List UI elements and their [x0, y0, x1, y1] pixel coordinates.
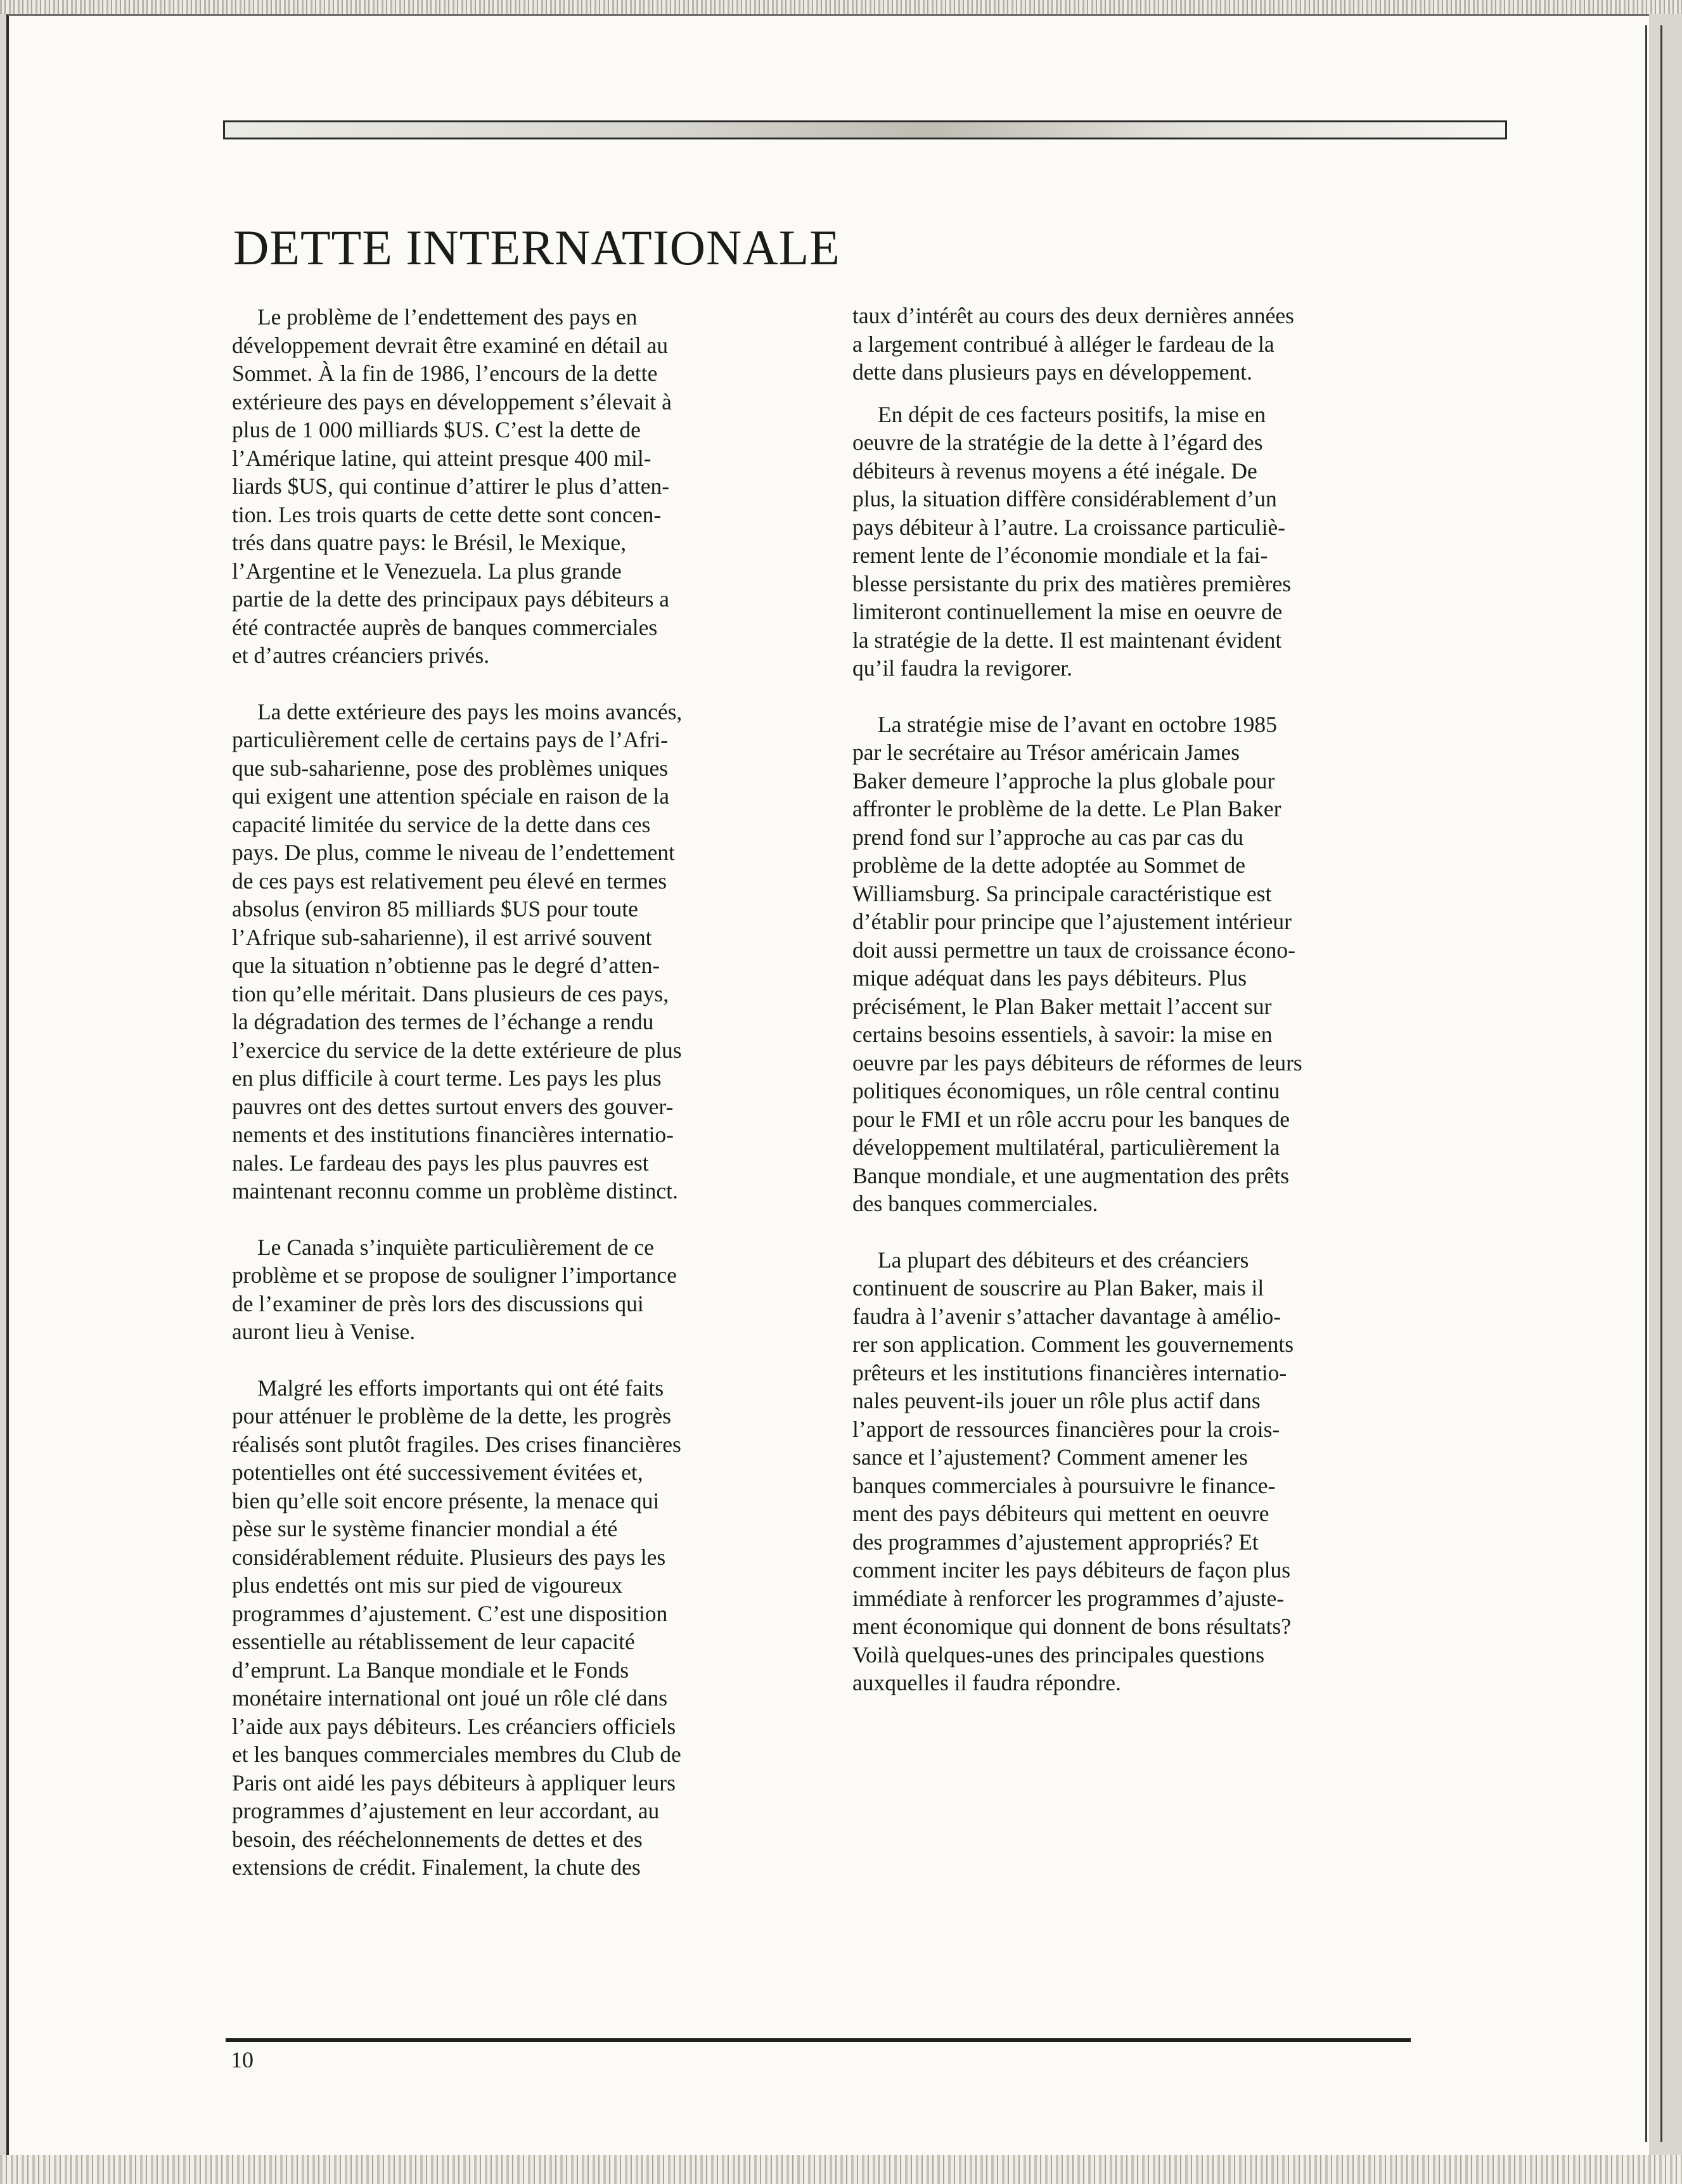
text-line: et d’autres créanciers privés.: [232, 643, 490, 668]
text-line: sance et l’ajustement? Comment amener les: [852, 1444, 1248, 1470]
text-line: ment des pays débiteurs qui mettent en oeuvre: [852, 1501, 1269, 1526]
text-line: extérieure des pays en développement s’élevait à: [232, 389, 672, 414]
text-line: l’apport de ressources financières pour la crois-: [852, 1416, 1280, 1442]
page-title: DETTE INTERNATIONALE: [233, 220, 840, 275]
text-line: problème de la dette adoptée au Sommet de: [852, 852, 1246, 878]
paragraph-3: [232, 1233, 783, 1346]
text-line: Williamsburg. Sa principale caractéristique est: [852, 880, 1272, 906]
text-line: qu’il faudra la revigorer.: [852, 655, 1072, 681]
text-line: prend fond sur l’approche au cas par cas du: [852, 824, 1244, 850]
text-line: liards $US, qui continue d’attirer le plus d’atten-: [232, 473, 670, 499]
text-line: affronter le problème de la dette. Le Plan Baker: [852, 796, 1281, 821]
text-line: des banques commerciales.: [852, 1191, 1098, 1216]
text-line: a largement contribué à alléger le fardeau de la: [852, 331, 1274, 357]
text-line: Voilà quelques-unes des principales questions: [852, 1641, 1265, 1667]
text-line: blesse persistante du prix des matières premières: [852, 570, 1292, 596]
left-column: [232, 303, 783, 1882]
text-line: limiteront continuellement la mise en oeuvre de: [852, 599, 1283, 624]
text-line: oeuvre par les pays débiteurs de réformes de leurs: [852, 1050, 1302, 1076]
text-line: immédiate à renforcer les programmes d’ajuste-: [852, 1585, 1285, 1611]
paragraph-6: [852, 710, 1410, 1218]
text-line: d’emprunt. La Banque mondiale et le Fonds: [232, 1657, 629, 1683]
text-line: plus, la situation diffère considérablement d’un: [852, 486, 1277, 511]
text-line: réalisés sont plutôt fragiles. Des crises financières: [232, 1431, 681, 1457]
text-line: Le problème de l’endettement des pays en: [257, 304, 638, 330]
text-line: certains besoins essentiels, à savoir: la mise en: [852, 1022, 1273, 1047]
text-line: Paris ont aidé les pays débiteurs à appliquer leurs: [232, 1770, 676, 1795]
text-line: Malgré les efforts importants qui ont été faits: [257, 1375, 664, 1401]
text-line: politiques économiques, un rôle central continu: [852, 1078, 1280, 1103]
text-line: développement devrait être examiné en détail au: [232, 332, 668, 358]
text-line: Le Canada s’inquiète particulièrement de ce: [257, 1234, 654, 1260]
text-line: problème et se propose de souligner l’importance: [232, 1262, 677, 1288]
text-line: en plus difficile à court terme. Les pays les plus: [232, 1065, 662, 1091]
text-line: bien qu’elle soit encore présente, la menace qui: [232, 1487, 660, 1513]
text-line: comment inciter les pays débiteurs de façon plus: [852, 1557, 1291, 1583]
text-line: Baker demeure l’approche la plus globale pour: [852, 768, 1275, 793]
scan-edge-bottom: [0, 2155, 1682, 2184]
text-line: rement lente de l’économie mondiale et la fai-: [852, 543, 1268, 568]
text-line: tion qu’elle méritait. Dans plusieurs de ces pays,: [232, 980, 669, 1006]
footer-rule: [226, 2038, 1411, 2042]
text-line: En dépit de ces facteurs positifs, la mise en: [878, 401, 1266, 427]
text-line: absolus (environ 85 milliards $US pour toute: [232, 896, 638, 922]
text-line: Sommet. À la fin de 1986, l’encours de la dette: [232, 361, 658, 386]
text-line: auront lieu à Venise.: [232, 1319, 416, 1344]
text-line: l’exercice du service de la dette extérieure de plus: [232, 1037, 682, 1063]
text-line: rer son application. Comment les gouvernements: [852, 1332, 1294, 1357]
paragraph-1: [232, 303, 783, 670]
text-line: été contractée auprès de banques commerciales: [232, 614, 658, 640]
text-line: capacité limitée du service de la dette dans ces: [232, 811, 651, 837]
text-line: de l’examiner de près lors des discussions qui: [232, 1290, 644, 1316]
text-line: considérablement réduite. Plusieurs des pays les: [232, 1544, 666, 1570]
text-line: maintenant reconnu comme un problème distinct.: [232, 1178, 678, 1204]
text-line: monétaire international ont joué un rôle clé dans: [232, 1685, 668, 1711]
text-line: pays. De plus, comme le niveau de l’endettement: [232, 840, 675, 865]
text-line: plus endettés ont mis sur pied de vigoureux: [232, 1572, 623, 1598]
text-line: pour atténuer le problème de la dette, les progrès: [232, 1403, 671, 1429]
text-line: oeuvre de la stratégie de la dette à l’égard des: [852, 430, 1263, 455]
paragraph-2: [232, 698, 783, 1205]
text-line: extensions de crédit. Finalement, la chute des: [232, 1854, 641, 1880]
text-line: plus de 1 000 milliards $US. C’est la dette de: [232, 417, 641, 442]
text-line: la dégradation des termes de l’échange a rendu: [232, 1009, 654, 1034]
text-line: que la situation n’obtienne pas le degré d’atten-: [232, 953, 660, 978]
text-line: dette dans plusieurs pays en développement.: [852, 359, 1252, 385]
text-line: pauvres ont des dettes surtout envers des gouver-: [232, 1093, 674, 1119]
text-line: l’Afrique sub-saharienne), il est arrivé souvent: [232, 924, 652, 950]
text-line: nales peuvent-ils jouer un rôle plus actif dans: [852, 1388, 1261, 1413]
text-line: d’établir pour principe que l’ajustement intérieur: [852, 909, 1292, 934]
text-line: trés dans quatre pays: le Brésil, le Mexique,: [232, 530, 627, 555]
text-line: nements et des institutions financières internatio-: [232, 1122, 674, 1147]
text-line: pèse sur le système financier mondial a été: [232, 1516, 618, 1541]
text-line: programmes d’ajustement. C’est une disposition: [232, 1600, 668, 1626]
scan-edge-top: [0, 0, 1682, 14]
text-line: particulièrement celle de certains pays de l’Afri-: [232, 727, 668, 752]
text-line: Banque mondiale, et une augmentation des prêts: [852, 1162, 1290, 1188]
text-line: que sub-saharienne, pose des problèmes uniques: [232, 755, 669, 781]
binding-line: [1645, 25, 1647, 2142]
text-line: débiteurs à revenus moyens a été inégale. De: [852, 458, 1257, 484]
text-line: qui exigent une attention spéciale en raison de la: [232, 783, 670, 809]
text-line: l’Amérique latine, qui atteint presque 400 mil-: [232, 445, 652, 471]
text-line: doit aussi permettre un taux de croissance écono-: [852, 937, 1295, 963]
text-line: La dette extérieure des pays les moins avancés,: [257, 698, 683, 724]
text-line: auxquelles il faudra répondre.: [852, 1670, 1121, 1695]
text-line: pour le FMI et un rôle accru pour les banques de: [852, 1106, 1290, 1132]
text-line: mique adéquat dans les pays débiteurs. Plus: [852, 965, 1247, 991]
text-line: programmes d’ajustement en leur accordant, au: [232, 1798, 660, 1823]
binding-line-outer: [1660, 25, 1662, 2142]
text-line: potentielles ont été successivement évitées et,: [232, 1460, 643, 1485]
text-line: prêteurs et les institutions financières internatio-: [852, 1359, 1287, 1385]
header-decorative-bar: [223, 120, 1507, 139]
text-line: partie de la dette des principaux pays débiteurs a: [232, 586, 670, 612]
text-line: l’aide aux pays débiteurs. Les créanciers officiels: [232, 1713, 676, 1739]
text-line: La plupart des débiteurs et des créanciers: [878, 1247, 1249, 1273]
text-line: développement multilatéral, particulièrement la: [852, 1134, 1280, 1160]
paragraph-4: [232, 1374, 783, 1882]
text-line: et les banques commerciales membres du Club de: [232, 1742, 681, 1767]
text-line: l’Argentine et le Venezuela. La plus grande: [232, 558, 622, 584]
text-line: taux d’intérêt au cours des deux dernières années: [852, 303, 1294, 328]
text-line: de ces pays est relativement peu élevé en termes: [232, 868, 667, 894]
text-line: faudra à l’avenir s’attacher davantage à amélio-: [852, 1303, 1281, 1329]
text-line: besoin, des rééchelonnements de dettes et des: [232, 1826, 643, 1852]
text-line: la stratégie de la dette. Il est maintenant évident: [852, 627, 1282, 653]
text-line: des programmes d’ajustement appropriés? Et: [852, 1529, 1259, 1555]
page-number: 10: [231, 2047, 254, 2072]
text-line: continuent de souscrire au Plan Baker, mais il: [852, 1275, 1264, 1301]
right-column: [852, 302, 1410, 1697]
paragraph-5: [852, 401, 1410, 683]
paragraph-continued: [852, 302, 1410, 387]
text-line: pays débiteur à l’autre. La croissance particuliè-: [852, 514, 1286, 540]
text-line: nales. Le fardeau des pays les plus pauvres est: [232, 1150, 649, 1176]
text-line: banques commerciales à poursuivre le finance-: [852, 1472, 1276, 1498]
text-line: La stratégie mise de l’avant en octobre 1985: [878, 711, 1277, 737]
paragraph-7: [852, 1246, 1410, 1697]
text-line: par le secrétaire au Trésor américain James: [852, 740, 1240, 765]
text-line: essentielle au rétablissement de leur capacité: [232, 1629, 635, 1654]
text-line: ment économique qui donnent de bons résultats?: [852, 1614, 1292, 1639]
text-line: précisément, le Plan Baker mettait l’accent sur: [852, 993, 1272, 1019]
text-line: tion. Les trois quarts de cette dette sont concen-: [232, 501, 662, 527]
